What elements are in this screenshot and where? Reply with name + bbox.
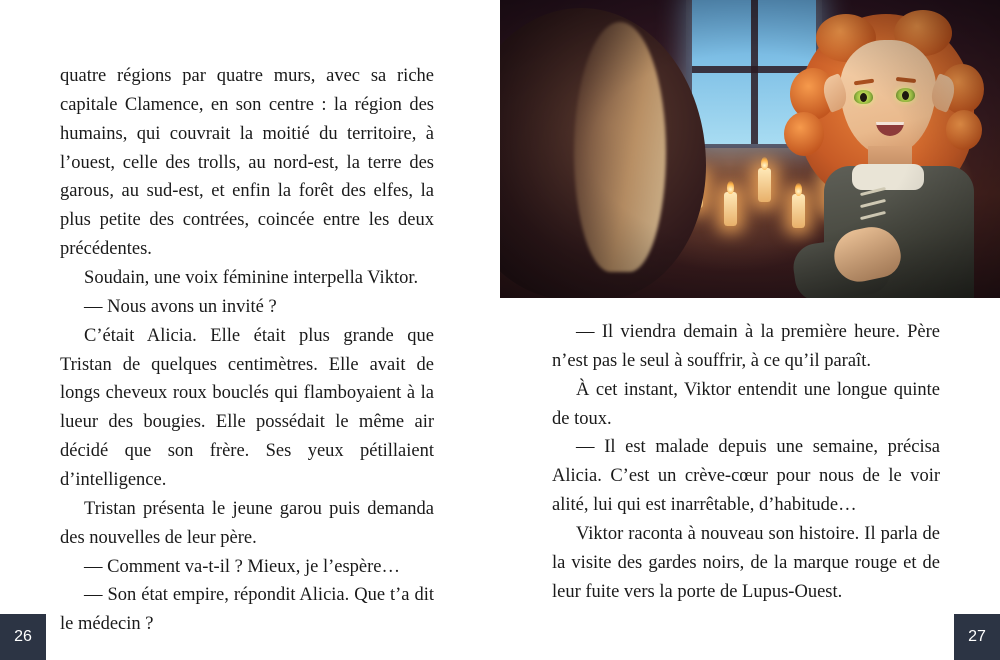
paragraph: C’était Alicia. Elle était plus grande que Tristan de quelques centimètres. Elle avait de longs cheveux roux bouclés qui flamboyaient à la lueur des bougies. Elle possédait le même air décidé que son frère. Ses yeux pétillaient d’intelligence. xyxy=(60,325,434,491)
flame-icon xyxy=(727,181,734,194)
pupil xyxy=(860,93,867,102)
chapter-illustration xyxy=(500,0,1000,298)
hair-curl xyxy=(946,110,982,150)
elf-character xyxy=(790,14,982,298)
hair-curl xyxy=(784,112,824,156)
right-page-text xyxy=(500,298,1000,607)
page-number-left: 26 xyxy=(0,614,46,660)
eye xyxy=(854,90,873,104)
candle-icon xyxy=(758,168,771,202)
flame-icon xyxy=(761,157,768,170)
paragraph: — Il viendra demain à la première heure. Père n’est pas le seul à souffrir, à ce qu’il paraît. xyxy=(552,322,940,371)
paragraph: — Son état empire, répondit Alicia. Que t’a dit le médecin ? xyxy=(60,585,434,635)
paragraph: Tristan présenta le jeune garou puis demanda des nouvelles de leur père. xyxy=(60,498,434,548)
paragraph: À cet instant, Viktor entendit une longue quinte de toux. xyxy=(552,379,940,429)
paragraph: — Comment va-t-il ? Mieux, je l’espère… xyxy=(84,556,401,577)
paragraph: — Il est malade depuis une semaine, précisa Alicia. C’est un crève-cœur pour nous de le voir alité, lui qui est inarrêtable, d’habitude… xyxy=(552,437,940,516)
paragraph: Soudain, une voix féminine interpella Viktor. xyxy=(84,268,419,289)
page-number-right: 27 xyxy=(954,614,1000,660)
candle-icon xyxy=(724,192,737,226)
paragraph: Viktor raconta à nouveau son histoire. Il parla de la visite des gardes noirs, de la marque rouge et de leur fuite vers la porte de Lupus-Ouest. xyxy=(552,524,940,602)
eye xyxy=(896,88,915,102)
left-page-text xyxy=(60,62,434,639)
pupil xyxy=(902,91,909,100)
silhouette-rim-light xyxy=(574,22,666,272)
collar xyxy=(852,164,924,190)
paragraph: quatre régions par quatre murs, avec sa riche capitale Clamence, en son centre : la région des humains, qui couvrait la moitié du territoire, à l’ouest, celle des trolls, au nord-est, la terre des garous, au sud-est, et enfin la forêt des elfes, la plus petite des contrées, coincée entre les deux précédentes. xyxy=(60,66,434,260)
right-page xyxy=(500,0,1000,660)
paragraph: — Nous avons un invité ? xyxy=(84,296,277,317)
